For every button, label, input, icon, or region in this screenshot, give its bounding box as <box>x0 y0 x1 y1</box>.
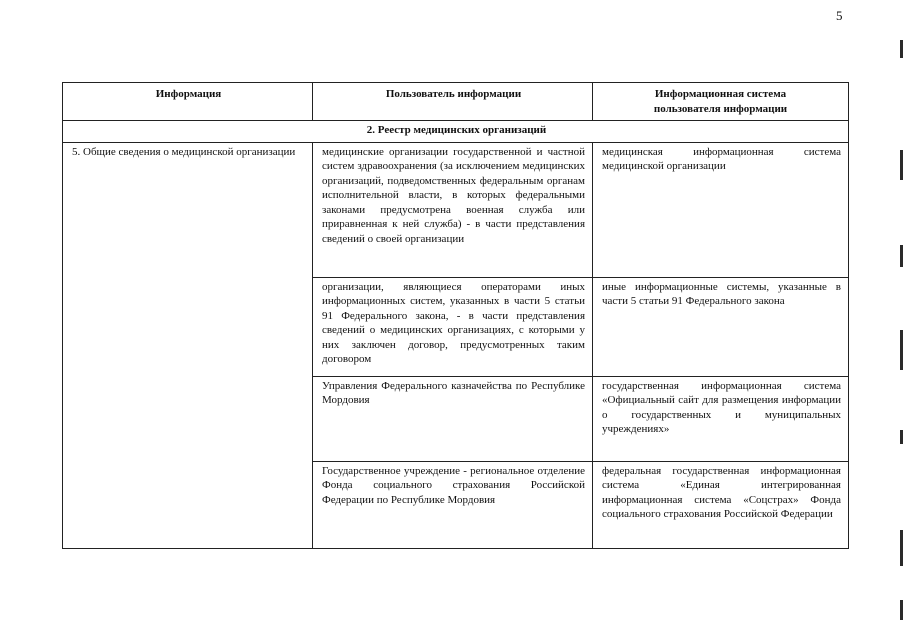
page-number: 5 <box>836 8 843 23</box>
info-item-cell: 5. Общие сведения о медицинской организации <box>63 142 313 548</box>
scan-edge-artifact <box>893 0 905 640</box>
user-cell: организации, являющиеся операторами иных информационных систем, указанных в части 5 статьи 91 Федерального закона, - в части представления сведений о медицинских организациях, с которыми у них заключен договор, предусмотренных таким договором <box>313 277 593 376</box>
system-cell: государственная информационная система «Официальный сайт для размещения информации о государственных и муниципальных учреждениях» <box>593 376 849 461</box>
user-cell: Государственное учреждение - региональное отделение Фонда социального страхования Российской Федерации по Республике Мордовия <box>313 461 593 548</box>
header-user: Пользователь информации <box>313 83 593 121</box>
system-cell: иные информационные системы, указанные в части 5 статьи 91 Федерального закона <box>593 277 849 376</box>
header-information: Информация <box>63 83 313 121</box>
system-cell: медицинская информационная система медицинской организации <box>593 142 849 277</box>
user-cell: Управления Федерального казначейства по Республике Мордовия <box>313 376 593 461</box>
section-row <box>63 121 849 143</box>
section-title: 2. Реестр медицинских организаций <box>63 121 849 143</box>
table-row <box>63 142 849 277</box>
registry-table <box>62 82 849 549</box>
system-cell: федеральная государственная информационная система «Единая интегрированная информационная система «Соцстрах» Фонда социального страхования Российской Федерации <box>593 461 849 548</box>
table-header-row <box>63 83 849 121</box>
header-system: Информационная система пользователя информации <box>593 83 849 121</box>
user-cell: медицинские организации государственной и частной систем здравоохранения (за исключением медицинских организаций, подведомственных федеральным органам исполнительной власти, в которых федеральными законами предусмотрена военная служба или приравненная к ней служба) - в части представления сведений о своей организации <box>313 142 593 277</box>
